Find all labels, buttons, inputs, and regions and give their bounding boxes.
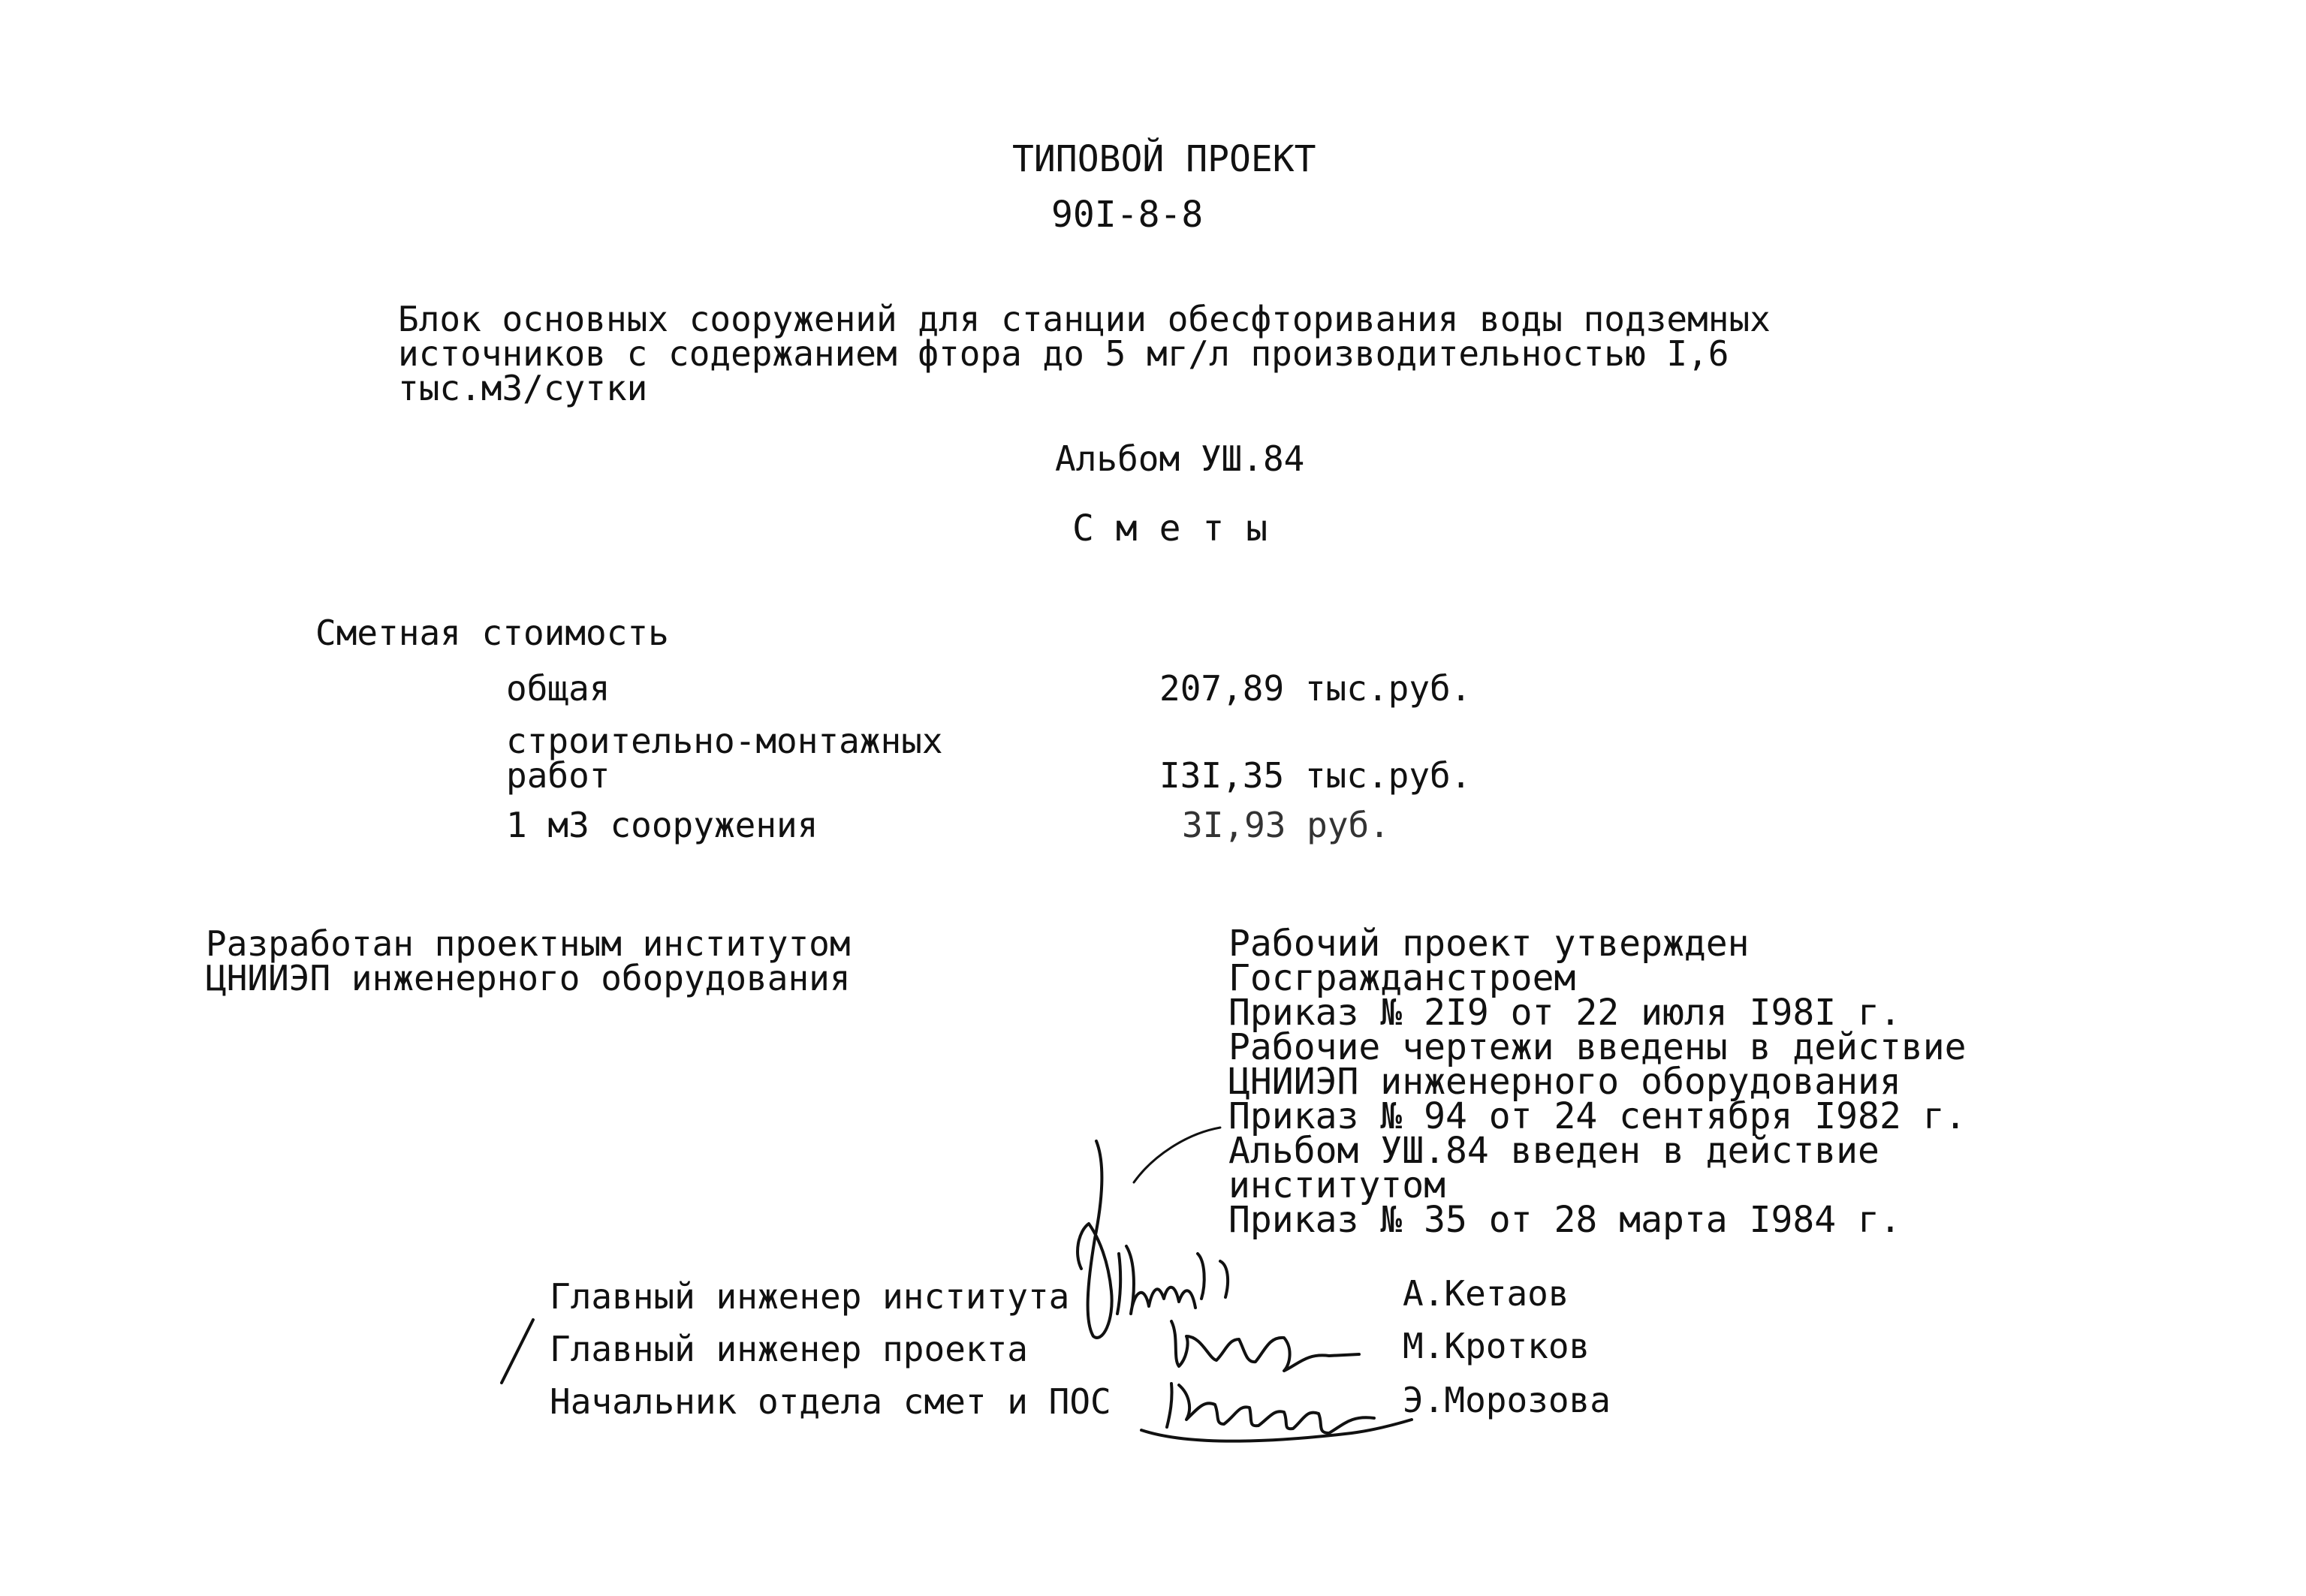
cost-heading: Сметная стоимость [315,613,669,653]
handwritten-tick-mark [496,1314,541,1389]
signature-head-estimates [1126,1355,1427,1453]
signature-name-chief-engineer-project: М.Кротков [1403,1326,1590,1366]
approval-line: Альбом УШ.84 введен в действие [1228,1130,1879,1172]
approval-line: Госгражданстроем [1228,957,1576,999]
signature-role-head-estimates: Начальник отдела смет и ПОС [550,1381,1111,1422]
approval-line: институтом [1228,1164,1445,1206]
cost-label-construction-2: работ [506,755,610,796]
cost-label-per-m3: 1 м3 сооружения [506,805,818,845]
document-title: ТИПОВОЙ ПРОЕКТ [1012,138,1316,180]
approval-line: Приказ № 35 от 28 марта I984 г. [1228,1199,1901,1241]
approval-line: Приказ № 2I9 от 22 июля I98I г. [1228,992,1901,1034]
cost-value-total: 207,89 тыс.руб. [1159,668,1472,709]
approval-line: ЦНИИЭП инженерного оборудования [1228,1061,1901,1103]
description-line: Блок основных сооружений для станции обесфторивания воды подземных [398,299,1771,339]
developer-block [206,923,851,998]
signature-role-chief-engineer-project: Главный инженер проекта [550,1329,1028,1369]
signature-name-head-estimates: Э.Морозова [1403,1380,1611,1420]
cost-label-total: общая [506,668,610,709]
approval-line: Рабочие чертежи введены в действие [1228,1026,1967,1068]
signature-name-chief-engineer-institute: А.Кетаов [1403,1273,1569,1314]
album-title: Альбом УШ.84 [1055,438,1305,479]
approval-line: Рабочий проект утвержден [1228,923,1750,965]
cost-value-construction: I3I,35 тыс.руб. [1159,755,1472,796]
approval-line: Приказ № 94 от 24 сентября I982 г. [1228,1095,1967,1137]
developer-line: ЦНИИЭП инженерного оборудования [206,958,851,998]
cost-label-construction: строительно-монтажных [506,721,943,761]
project-number: 90I-8-8 [1051,194,1204,236]
cost-value-per-m3: 3I,93 руб. [1182,805,1390,845]
developer-line: Разработан проектным институтом [206,923,851,964]
signature-role-chief-engineer-institute: Главный инженер института [550,1276,1070,1317]
approval-block [1228,923,1967,1241]
project-description [398,299,1771,408]
section-title: С м е т ы [1072,507,1268,550]
description-line: источников с содержанием фтора до 5 мг/л производительностью I,6 [398,333,1729,374]
description-line: тыс.м3/сутки [398,368,648,408]
